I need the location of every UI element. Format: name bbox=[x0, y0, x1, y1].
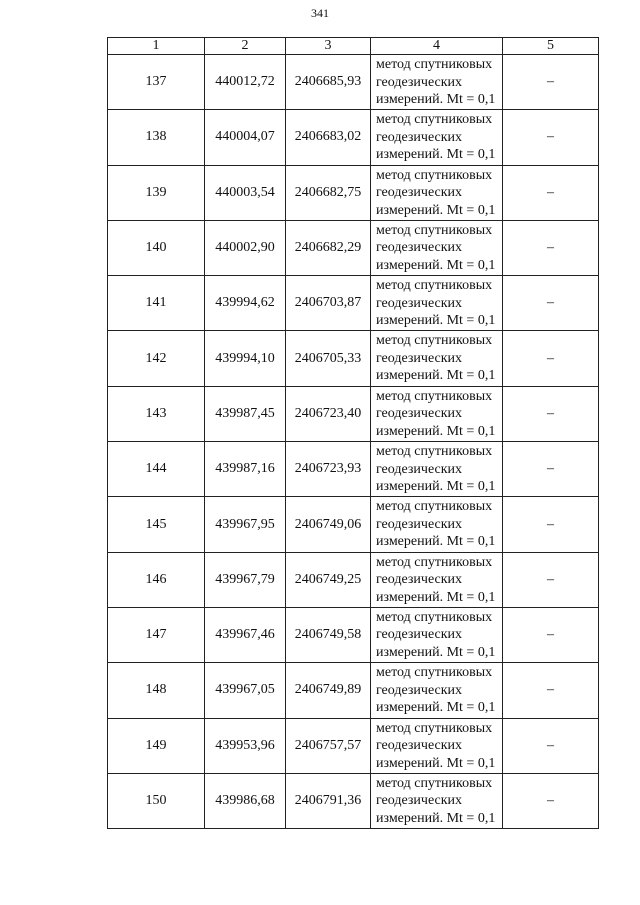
y-coordinate-cell: 2406683,02 bbox=[286, 110, 371, 165]
method-text-line: метод спутниковых bbox=[376, 388, 493, 404]
x-coordinate-cell: 439953,96 bbox=[205, 718, 286, 773]
column-header-1: 1 bbox=[108, 38, 205, 55]
point-number-cell: 148 bbox=[108, 663, 205, 718]
method-cell bbox=[371, 663, 503, 718]
method-text-line: измерений. Mt = 0,1 bbox=[376, 147, 496, 163]
table-row bbox=[108, 607, 599, 662]
y-coordinate-cell: 2406749,06 bbox=[286, 497, 371, 552]
method-text-line: метод спутниковых bbox=[376, 112, 493, 128]
method-text-line: геодезических bbox=[376, 129, 463, 145]
note-cell: – bbox=[503, 773, 599, 828]
table-row bbox=[108, 386, 599, 441]
y-coordinate-cell: 2406682,29 bbox=[286, 220, 371, 275]
method-text-line: геодезических bbox=[376, 74, 463, 90]
x-coordinate-cell: 439994,62 bbox=[205, 276, 286, 331]
point-number-cell: 143 bbox=[108, 386, 205, 441]
method-cell bbox=[371, 718, 503, 773]
column-header-4: 4 bbox=[371, 38, 503, 55]
method-text-line: метод спутниковых bbox=[376, 278, 493, 294]
note-cell: – bbox=[503, 110, 599, 165]
method-text-line: метод спутниковых bbox=[376, 554, 493, 570]
note-cell: – bbox=[503, 718, 599, 773]
x-coordinate-cell: 439994,10 bbox=[205, 331, 286, 386]
table-row bbox=[108, 331, 599, 386]
point-number-cell: 139 bbox=[108, 165, 205, 220]
table-row bbox=[108, 552, 599, 607]
point-number-cell: 140 bbox=[108, 220, 205, 275]
y-coordinate-cell: 2406723,40 bbox=[286, 386, 371, 441]
method-text-line: геодезических bbox=[376, 295, 463, 311]
method-text-line: измерений. Mt = 0,1 bbox=[376, 257, 496, 273]
method-text-line: метод спутниковых bbox=[376, 333, 493, 349]
note-cell: – bbox=[503, 165, 599, 220]
y-coordinate-cell: 2406723,93 bbox=[286, 442, 371, 497]
method-text-line: измерений. Mt = 0,1 bbox=[376, 202, 496, 218]
method-text-line: метод спутниковых bbox=[376, 775, 493, 791]
method-text-line: метод спутниковых bbox=[376, 499, 493, 515]
table-row bbox=[108, 55, 599, 110]
note-cell: – bbox=[503, 663, 599, 718]
method-text-line: измерений. Mt = 0,1 bbox=[376, 479, 496, 495]
method-text-line: геодезических bbox=[376, 682, 463, 698]
table-header-row bbox=[108, 38, 599, 55]
method-cell bbox=[371, 386, 503, 441]
y-coordinate-cell: 2406749,89 bbox=[286, 663, 371, 718]
page-number: 341 bbox=[311, 6, 329, 20]
x-coordinate-cell: 439986,68 bbox=[205, 773, 286, 828]
point-number-cell: 149 bbox=[108, 718, 205, 773]
method-text-line: геодезических bbox=[376, 738, 463, 754]
y-coordinate-cell: 2406685,93 bbox=[286, 55, 371, 110]
point-number-cell: 146 bbox=[108, 552, 205, 607]
method-text-line: геодезических bbox=[376, 572, 463, 588]
method-cell bbox=[371, 442, 503, 497]
y-coordinate-cell: 2406791,36 bbox=[286, 773, 371, 828]
table-row bbox=[108, 773, 599, 828]
x-coordinate-cell: 439967,05 bbox=[205, 663, 286, 718]
table-row bbox=[108, 663, 599, 718]
x-coordinate-cell: 440002,90 bbox=[205, 220, 286, 275]
x-coordinate-cell: 439967,46 bbox=[205, 607, 286, 662]
x-coordinate-cell: 439967,95 bbox=[205, 497, 286, 552]
note-cell: – bbox=[503, 331, 599, 386]
method-cell bbox=[371, 110, 503, 165]
method-text-line: измерений. Mt = 0,1 bbox=[376, 313, 496, 329]
method-text-line: измерений. Mt = 0,1 bbox=[376, 755, 496, 771]
x-coordinate-cell: 440012,72 bbox=[205, 55, 286, 110]
method-text-line: метод спутниковых bbox=[376, 609, 493, 625]
table-row bbox=[108, 276, 599, 331]
method-cell bbox=[371, 220, 503, 275]
method-text-line: геодезических bbox=[376, 406, 463, 422]
y-coordinate-cell: 2406682,75 bbox=[286, 165, 371, 220]
method-text-line: геодезических bbox=[376, 185, 463, 201]
method-text-line: геодезических bbox=[376, 516, 463, 532]
method-text-line: метод спутниковых bbox=[376, 720, 493, 736]
method-text-line: измерений. Mt = 0,1 bbox=[376, 810, 496, 826]
x-coordinate-cell: 440003,54 bbox=[205, 165, 286, 220]
method-text-line: измерений. Mt = 0,1 bbox=[376, 644, 496, 660]
method-text-line: измерений. Mt = 0,1 bbox=[376, 534, 496, 550]
note-cell: – bbox=[503, 607, 599, 662]
note-cell: – bbox=[503, 552, 599, 607]
method-text-line: геодезических bbox=[376, 461, 463, 477]
x-coordinate-cell: 440004,07 bbox=[205, 110, 286, 165]
method-text-line: измерений. Mt = 0,1 bbox=[376, 589, 496, 605]
method-text-line: измерений. Mt = 0,1 bbox=[376, 700, 496, 716]
method-cell bbox=[371, 276, 503, 331]
method-cell bbox=[371, 773, 503, 828]
method-text-line: геодезических bbox=[376, 793, 463, 809]
method-text-line: измерений. Mt = 0,1 bbox=[376, 368, 496, 384]
method-text-line: метод спутниковых bbox=[376, 167, 493, 183]
table-row bbox=[108, 110, 599, 165]
method-text-line: геодезических bbox=[376, 627, 463, 643]
column-header-2: 2 bbox=[205, 38, 286, 55]
point-number-cell: 147 bbox=[108, 607, 205, 662]
method-text-line: метод спутниковых bbox=[376, 57, 493, 72]
y-coordinate-cell: 2406749,25 bbox=[286, 552, 371, 607]
table-row bbox=[108, 442, 599, 497]
point-number-cell: 145 bbox=[108, 497, 205, 552]
point-number-cell: 142 bbox=[108, 331, 205, 386]
method-cell bbox=[371, 552, 503, 607]
table-body bbox=[108, 55, 599, 829]
method-text-line: метод спутниковых bbox=[376, 222, 493, 238]
column-header-5: 5 bbox=[503, 38, 599, 55]
method-text-line: метод спутниковых bbox=[376, 444, 493, 460]
x-coordinate-cell: 439987,45 bbox=[205, 386, 286, 441]
point-number-cell: 141 bbox=[108, 276, 205, 331]
note-cell: – bbox=[503, 55, 599, 110]
method-text-line: измерений. Mt = 0,1 bbox=[376, 92, 496, 107]
x-coordinate-cell: 439987,16 bbox=[205, 442, 286, 497]
x-coordinate-cell: 439967,79 bbox=[205, 552, 286, 607]
note-cell: – bbox=[503, 386, 599, 441]
method-cell bbox=[371, 55, 503, 110]
coordinates-table bbox=[107, 37, 599, 829]
table-row bbox=[108, 165, 599, 220]
table-row bbox=[108, 718, 599, 773]
point-number-cell: 150 bbox=[108, 773, 205, 828]
note-cell: – bbox=[503, 276, 599, 331]
table-row bbox=[108, 497, 599, 552]
note-cell: – bbox=[503, 442, 599, 497]
y-coordinate-cell: 2406703,87 bbox=[286, 276, 371, 331]
y-coordinate-cell: 2406705,33 bbox=[286, 331, 371, 386]
method-cell bbox=[371, 497, 503, 552]
method-cell bbox=[371, 165, 503, 220]
y-coordinate-cell: 2406757,57 bbox=[286, 718, 371, 773]
column-header-3: 3 bbox=[286, 38, 371, 55]
method-text-line: геодезических bbox=[376, 350, 463, 366]
method-cell bbox=[371, 607, 503, 662]
y-coordinate-cell: 2406749,58 bbox=[286, 607, 371, 662]
method-text-line: геодезических bbox=[376, 240, 463, 256]
method-text-line: метод спутниковых bbox=[376, 665, 493, 681]
point-number-cell: 138 bbox=[108, 110, 205, 165]
method-text-line: измерений. Mt = 0,1 bbox=[376, 423, 496, 439]
point-number-cell: 144 bbox=[108, 442, 205, 497]
method-cell bbox=[371, 331, 503, 386]
table-row bbox=[108, 220, 599, 275]
point-number-cell: 137 bbox=[108, 55, 205, 110]
note-cell: – bbox=[503, 497, 599, 552]
note-cell: – bbox=[503, 220, 599, 275]
